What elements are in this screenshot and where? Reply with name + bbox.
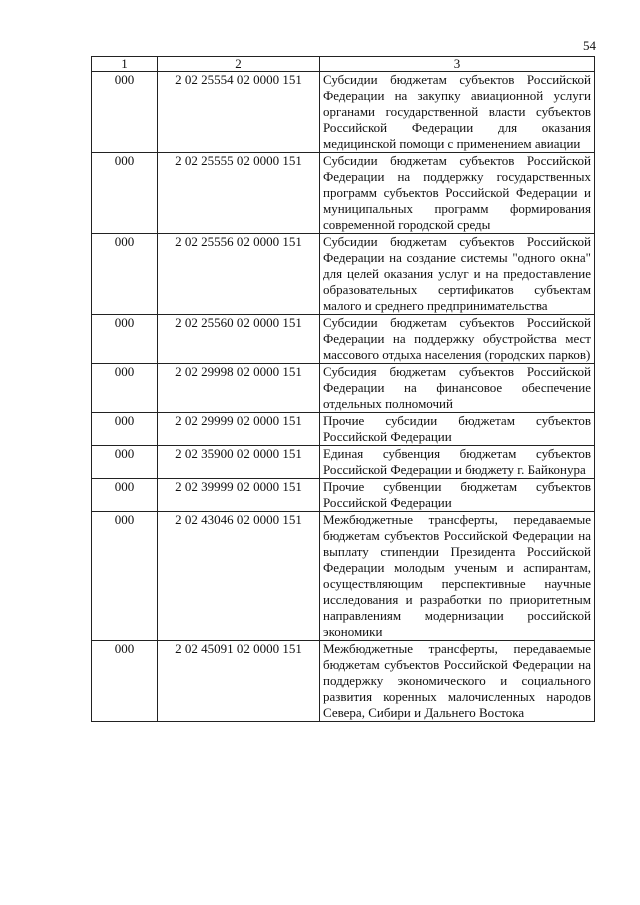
admin-code-cell: 000 <box>92 315 158 364</box>
table-row <box>92 512 595 641</box>
table-row <box>92 479 595 512</box>
description-cell: Прочие субсидии бюджетам субъектов Российской Федерации <box>320 413 595 446</box>
column-header-3: 3 <box>320 57 595 72</box>
description-cell: Межбюджетные трансферты, передаваемые бюджетам субъектов Российской Федерации на поддержку экономического и социального развития коренных малочисленных народов Севера, Сибири и Дальнего Востока <box>320 641 595 722</box>
column-header-2: 2 <box>158 57 320 72</box>
budget-code-cell: 2 02 25556 02 0000 151 <box>158 234 320 315</box>
table-header-row <box>92 57 595 72</box>
budget-code-cell: 2 02 25555 02 0000 151 <box>158 153 320 234</box>
admin-code-cell: 000 <box>92 512 158 641</box>
budget-code-cell: 2 02 25560 02 0000 151 <box>158 315 320 364</box>
admin-code-cell: 000 <box>92 234 158 315</box>
table-row <box>92 446 595 479</box>
description-cell: Субсидии бюджетам субъектов Российской Федерации на закупку авиационной услуги органами государственной власти субъектов Российской Федерации для оказания медицинской помощи с применением авиации <box>320 72 595 153</box>
table-row <box>92 315 595 364</box>
column-header-1: 1 <box>92 57 158 72</box>
budget-code-cell: 2 02 25554 02 0000 151 <box>158 72 320 153</box>
admin-code-cell: 000 <box>92 413 158 446</box>
table-row <box>92 153 595 234</box>
budget-code-cell: 2 02 29998 02 0000 151 <box>158 364 320 413</box>
description-cell: Субсидии бюджетам субъектов Российской Федерации на поддержку государственных программ субъектов Российской Федерации и муниципальных программ формирования современной городской среды <box>320 153 595 234</box>
table-row <box>92 641 595 722</box>
description-cell: Субсидии бюджетам субъектов Российской Федерации на поддержку обустройства мест массового отдыха населения (городских парков) <box>320 315 595 364</box>
admin-code-cell: 000 <box>92 479 158 512</box>
admin-code-cell: 000 <box>92 153 158 234</box>
budget-classification-table <box>91 56 595 722</box>
admin-code-cell: 000 <box>92 641 158 722</box>
table-row <box>92 364 595 413</box>
admin-code-cell: 000 <box>92 446 158 479</box>
admin-code-cell: 000 <box>92 364 158 413</box>
admin-code-cell: 000 <box>92 72 158 153</box>
budget-code-cell: 2 02 43046 02 0000 151 <box>158 512 320 641</box>
budget-code-cell: 2 02 35900 02 0000 151 <box>158 446 320 479</box>
description-cell: Субсидия бюджетам субъектов Российской Федерации на финансовое обеспечение отдельных полномочий <box>320 364 595 413</box>
budget-code-cell: 2 02 39999 02 0000 151 <box>158 479 320 512</box>
table-row <box>92 234 595 315</box>
budget-code-cell: 2 02 29999 02 0000 151 <box>158 413 320 446</box>
description-cell: Единая субвенция бюджетам субъектов Российской Федерации и бюджету г. Байконура <box>320 446 595 479</box>
page-number: 54 <box>583 38 596 53</box>
description-cell: Межбюджетные трансферты, передаваемые бюджетам субъектов Российской Федерации на выплату стипендии Президента Российской Федерации молодым ученым и аспирантам, осуществляющим перспективные научные исследования и разработки по приоритетным направлениям модернизации российской экономики <box>320 512 595 641</box>
description-cell: Субсидии бюджетам субъектов Российской Федерации на создание системы "одного окна" для целей оказания услуг и на предоставление образовательных сертификатов субъектам малого и среднего предпринимательства <box>320 234 595 315</box>
table-row <box>92 413 595 446</box>
table-row <box>92 72 595 153</box>
description-cell: Прочие субвенции бюджетам субъектов Российской Федерации <box>320 479 595 512</box>
budget-code-cell: 2 02 45091 02 0000 151 <box>158 641 320 722</box>
